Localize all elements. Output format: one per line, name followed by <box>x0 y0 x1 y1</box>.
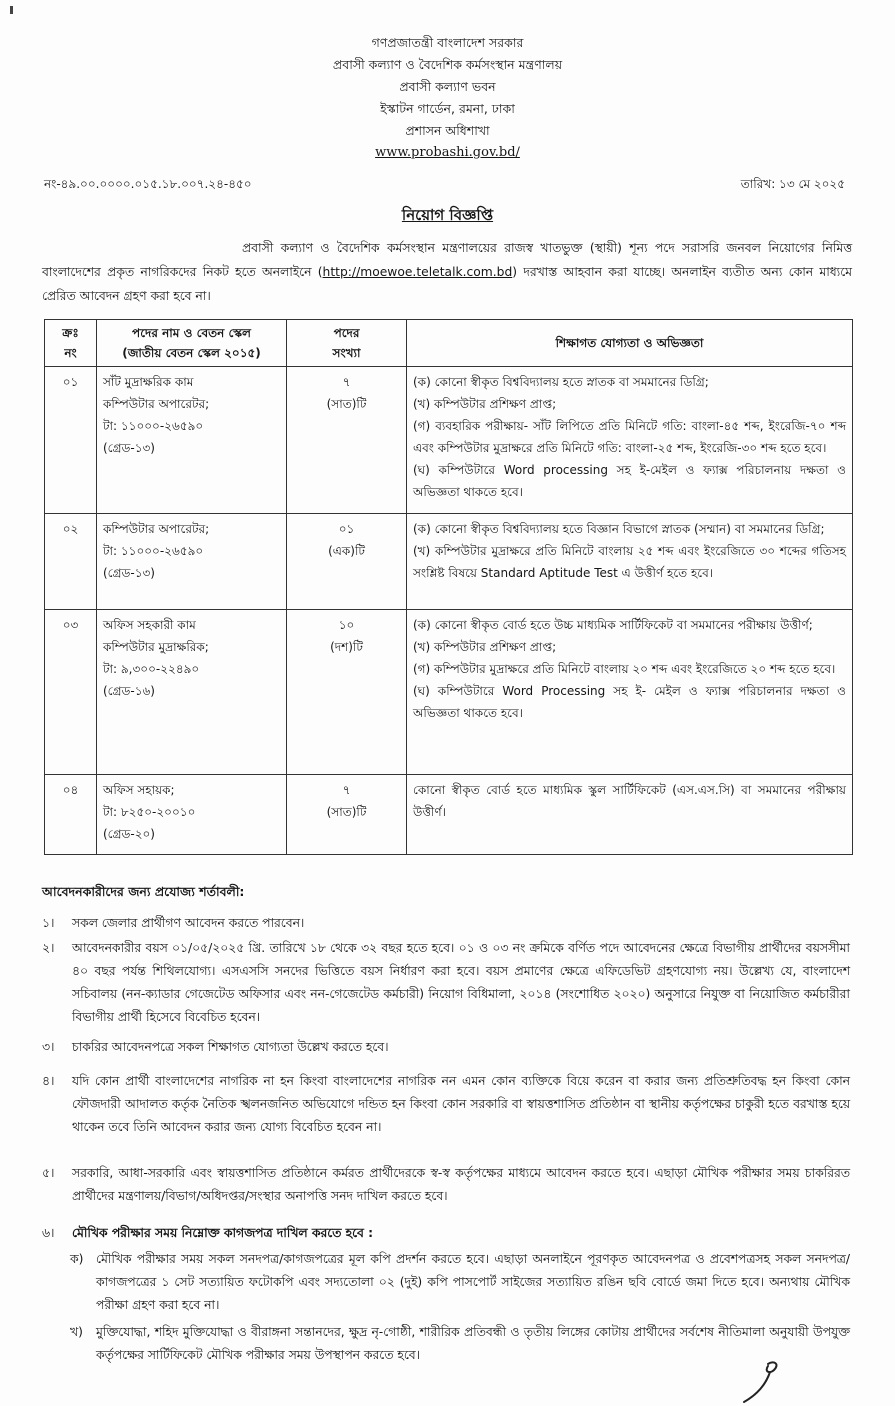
qualification-cell: (ক) কোনো স্বীকৃত বোর্ড হতে উচ্চ মাধ্যমিক সার্টিফিকেট বা সমমানের পরীক্ষায় উত্তীর্ণ; (খ) কম্পিউটার প্রশিক্ষণ প্রাপ্ত; (গ) কম্পিউটার মুদ্রাক্ষরে প্রতি মিনিটে বাংলায় ২০ শব্দ এবং ইংরেজিতে ২০ শব্দ হতে হবে। (ঘ) কম্পিউটারে Word Processing সহ ই- মেইল ও ফ্যাক্স পরিচালনার দক্ষতা ও অভিজ্ঞতা থাকতে হবে। <box>407 610 853 775</box>
intro-paragraph: প্রবাসী কল্যাণ ও বৈদেশিক কর্মসংস্থান মন্ত্রণালয়ের রাজস্ব খাতভুক্ত (স্থায়ী) শূন্য পদে সরাসরি জনবল নিয়োগের নিমিত্ত বাংলাদেশের প্রকৃত নাগরিকদের নিকট হতে অনলাইনে (http://moewoe.teletalk.com.bd) দরখাস্ত আহবান করা যাচ্ছে। অনলাইন ব্যতীত অন্য কোন মাধ্যমে প্রেরিত আবেদন গ্রহণ করা হবে না। <box>42 241 853 303</box>
condition-item: ৪। যদি কোন প্রার্থী বাংলাদেশের নাগরিক না হন কিংবা বাংলাদেশের নাগরিক নন এমন কোন ব্যক্তিকে বিয়ে করেন বা করার জন্য প্রতিশ্রুতিবদ্ধ হন কিংবা কোন ফৌজদারী আদালত কর্তৃক নৈতিক স্খলনজনিত অভিযোগে দন্ডিত হন কিংবা কোন সরকারি বা স্বায়ত্তশাসিত প্রতিষ্ঠান বা স্থানীয় কর্তৃপক্ষের চাকুরী হতে বরখাস্ত হয়ে থাকেন তবে তিনি আবেদন করার জন্য যোগ্য বিবেচিত হবেন না। <box>42 1074 850 1134</box>
website-link[interactable]: www.probashi.gov.bd/ <box>375 145 520 160</box>
vacancy-table <box>44 319 853 855</box>
issue-date: তারিখ: ১৩ মে ২০২৫ <box>740 177 845 191</box>
table-row <box>45 775 853 855</box>
condition-item: ২। আবেদনকারীর বয়স ০১/০৫/২০২৫ খ্রি. তারিখে ১৮ থেকে ৩২ বছর হতে হবে। ০১ ও ০৩ নং ক্রমিকে বর্ণিত পদে আবেদনের ক্ষেত্রে বিভাগীয় প্রার্থীদের বয়সসীমা ৪০ বছর পর্যন্ত শিথিলযোগ্য। এসএসসি সনদের ভিত্তিতে বয়স নির্ধারণ করা হবে। বয়স প্রমাণের ক্ষেত্রে এফিডেভিট গ্রহণযোগ্য নয়। উল্লেখ্য যে, বাংলাদেশ সচিবালয় (নন-ক্যাডার গেজেটেড অফিসার এবং নন-গেজেটেড কর্মচারী) নিয়োগ বিধিমালা, ২০১৪ (সংশোধিত ২০২০) অনুসারে নিযুক্ত বা নিয়োজিত কর্মচারীরা বিভাগীয় প্রার্থী হিসেবে বিবেচিত হবেন। <box>42 941 850 1024</box>
serial-cell: ০৪ <box>45 775 97 855</box>
table-row <box>45 610 853 775</box>
serial-cell: ০২ <box>45 514 97 610</box>
post-cell: অফিস সহায়ক; টা: ৮২৫০-২০০১০ (গ্রেড-২০) <box>97 775 287 855</box>
condition-item: ১। সকল জেলার প্রার্থীগণ আবেদন করতে পারবেন। <box>42 916 305 930</box>
condition-item: ৩। চাকরির আবেদনপত্রে সকল শিক্ষাগত যোগ্যতা উল্লেখ করতে হবে। <box>42 1040 389 1054</box>
address: ইস্কাটন গার্ডেন, রমনা, ঢাকা <box>380 101 515 116</box>
serial-cell: ০১ <box>45 367 97 514</box>
conditions-heading: আবেদনকারীদের জন্য প্রযোজ্য শর্তাবলী: <box>42 884 245 899</box>
department-name: প্রশাসন অধিশাখা <box>405 123 490 138</box>
application-link[interactable]: http://moewoe.teletalk.com.bd <box>322 265 513 279</box>
notice-title: নিয়োগ বিজ্ঞপ্তি <box>401 206 494 224</box>
ministry-name: প্রবাসী কল্যাণ ও বৈদেশিক কর্মসংস্থান মন্ত্রণালয় <box>332 57 563 72</box>
table-row <box>45 514 853 610</box>
corner-mark <box>10 6 13 14</box>
header-post: পদের নাম ও বেতন স্কেল (জাতীয় বেতন স্কেল ২০১৫) <box>97 320 287 367</box>
table-row <box>45 367 853 514</box>
sub-condition-item: খ) মুক্তিযোদ্ধা, শহিদ মুক্তিযোদ্ধা ও বীরাঙ্গনা সন্তানদের, ক্ষুদ্র নৃ-গোষ্ঠী, শারীরিক প্রতিবন্ধী ও তৃতীয় লিঙ্গের কোটায় প্রার্থীদের সর্বশেষ নীতিমালা অনুযায়ী উপযুক্ত কর্তৃপক্ষের সার্টিফিকেট মৌখিক পরীক্ষার সময় উপস্থাপন করতে হবে। <box>70 1325 850 1362</box>
count-cell: ১০ (দশ)টি <box>287 610 407 775</box>
count-cell: ৭ (সাত)টি <box>287 775 407 855</box>
header-count: পদের সংখ্যা <box>287 320 407 367</box>
post-cell: কম্পিউটার অপারেটর; টা: ১১০০০-২৬৫৯০ (গ্রেড-১৩) <box>97 514 287 610</box>
count-cell: ০১ (এক)টি <box>287 514 407 610</box>
condition-item: ৬। মৌখিক পরীক্ষার সময় নিম্নোক্ত কাগজপত্র দাখিল করতে হবে : <box>42 1226 374 1240</box>
post-cell: অফিস সহকারী কাম কম্পিউটার মুদ্রাক্ষরিক; টা: ৯,৩০০-২২৪৯০ (গ্রেড-১৬) <box>97 610 287 775</box>
condition-item: ৫। সরকারি, আধা-সরকারি এবং স্বায়ত্তশাসিত প্রতিষ্ঠানে কর্মরত প্রার্থীদেরকে স্ব-স্ব কর্তৃপক্ষের মাধ্যমে আবেদন করতে হবে। এছাড়া মৌখিক পরীক্ষার সময় চাকরিরত প্রার্থীদের মন্ত্রণালয়/বিভাগ/অধিদপ্তর/সংস্থার অনাপত্তি সনদ দাখিল করতে হবে। <box>42 1166 850 1203</box>
serial-cell: ০৩ <box>45 610 97 775</box>
building-name: প্রবাসী কল্যাণ ভবন <box>399 79 496 94</box>
header-qualification: শিক্ষাগত যোগ্যতা ও অভিজ্ঞতা <box>407 320 853 367</box>
signature-mark <box>740 1354 800 1404</box>
qualification-cell: কোনো স্বীকৃত বোর্ড হতে মাধ্যমিক স্কুল সার্টিফিকেট (এস.এস.সি) বা সমমানের পরীক্ষায় উত্তীর্ণ। <box>407 775 853 855</box>
post-cell: সাঁট মুদ্রাক্ষরিক কাম কম্পিউটার অপারেটর; টা: ১১০০০-২৬৫৯০ (গ্রেড-১৩) <box>97 367 287 514</box>
qualification-cell: (ক) কোনো স্বীকৃত বিশ্ববিদ্যালয় হতে বিজ্ঞান বিভাগে স্নাতক (সম্মান) বা সমমানের ডিগ্রি; (খ) কম্পিউটার মুদ্রাক্ষরে প্রতি মিনিটে বাংলায় ২৫ শব্দ এবং ইংরেজিতে ৩০ শব্দের গতিসহ সংশ্লিষ্ট বিষয়ে Standard Aptitude Test এ উত্তীর্ণ হতে হবে। <box>407 514 853 610</box>
sub-condition-item: ক) মৌখিক পরীক্ষার সময় সকল সনদপত্র/কাগজপত্রের মূল কপি প্রদর্শন করতে হবে। এছাড়া অনলাইনে পূরণকৃত আবেদনপত্র ও প্রবেশপত্রসহ সকল সনদপত্র/ কাগজপত্রের ১ সেট সত্যায়িত ফটোকপি এবং সদ্যতোলা ০২ (দুই) কপি পাসপোর্ট সাইজের সত্যায়িত রঙিন ছবি বোর্ডে জমা দিতে হবে। অন্যথায় মৌখিক পরীক্ষা গ্রহণ করা হবে না। <box>70 1252 850 1312</box>
header-serial: ক্রঃ নং <box>45 320 97 367</box>
qualification-cell: (ক) কোনো স্বীকৃত বিশ্ববিদ্যালয় হতে স্নাতক বা সমমানের ডিগ্রি; (খ) কম্পিউটার প্রশিক্ষণ প্রাপ্ত; (গ) ব্যবহারিক পরীক্ষায়- সাঁট লিপিতে প্রতি মিনিটে গতি: বাংলা-৪৫ শব্দ, ইংরেজি-৭০ শব্দ এবং কম্পিউটার মুদ্রাক্ষরে প্রতি মিনিটে গতি: বাংলা-২৫ শব্দ, ইংরেজি-৩০ শব্দ হতে হবে। (ঘ) কম্পিউটারে Word processing সহ ই-মেইল ও ফ্যাক্স পরিচালনায় দক্ষতা ও অভিজ্ঞতা থাকতে হবে। <box>407 367 853 514</box>
government-name: গণপ্রজাতন্ত্রী বাংলাদেশ সরকার <box>371 35 524 50</box>
count-cell: ৭ (সাত)টি <box>287 367 407 514</box>
memo-number: নং-৪৯.০০.০০০০.০১৫.১৮.০০৭.২৪-৪৫০ <box>44 177 252 191</box>
table-header-row <box>45 320 853 367</box>
letterhead <box>0 32 895 164</box>
